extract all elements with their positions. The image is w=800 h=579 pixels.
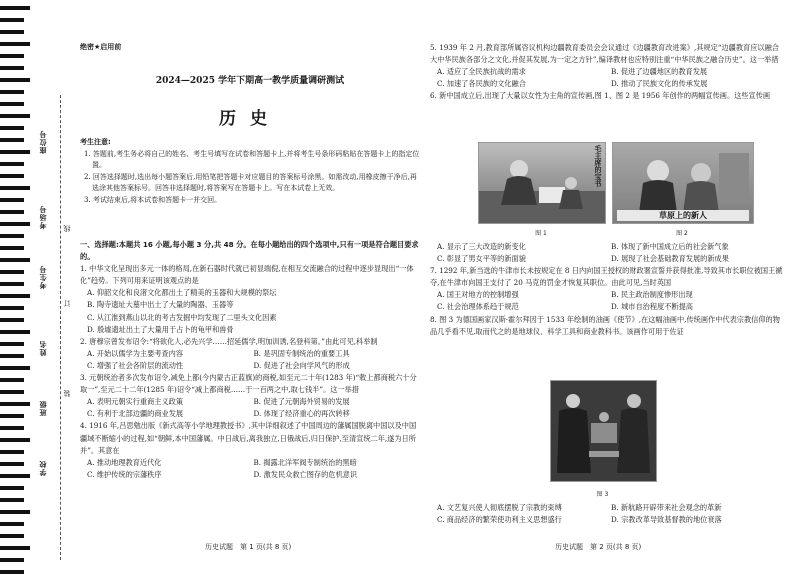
question-8: 8. 图 3 为德国画家汉斯·霍尔拜因于 1533 年绘制的油画《使节》,在这幅油画中,传统画作中代表宗教信仰的物品几乎看不见,取而代之的是地球仪、科学工具和商业教科书。该画作可用于佐证 <box>430 314 780 336</box>
q8-options-wrap <box>430 502 785 526</box>
option: A. 显示了三大改造的新变化 <box>437 242 526 251</box>
figure-3-painting <box>550 380 657 482</box>
stripe-bar <box>0 234 24 238</box>
option: B. 揭露北洋军阀专制统治的黑暗 <box>253 457 357 467</box>
stripe-bar <box>0 366 30 370</box>
stripe-bar <box>0 510 30 514</box>
option: D. 展现了社会基础教育发展的新成果 <box>611 254 729 264</box>
question-stem: 2. 唐穆宗曾发布诏令:“将欲化人,必先兴学……招延儒学,明加训诱,名登科第。”由此可见,科举制 <box>80 336 378 346</box>
stripe-bar <box>0 174 24 178</box>
question-stem: 6. 新中国成立后,出现了大量以女性为主角的宣传画,图 1、图 2 是 1956 年创作的两幅宣传画。这些宣传画 <box>430 91 771 101</box>
question-stem: 3. 元朝统治者多次发布诏令,减免上都(今内蒙古正蓝旗)的商税,如至元二十年(1283 年)“敕上都商税六十分取一”,至元二十二年(1285 年)诏令“减上都商税……于一百两之中,取七钱半”。这一举措 <box>80 373 417 395</box>
binding-stripes <box>0 0 34 579</box>
exam-title: 2024—2025 学年下期高一教学质量调研测试 <box>155 76 345 86</box>
stripe-bar <box>0 198 24 202</box>
q8-options <box>430 502 785 526</box>
stripe-bar <box>0 150 30 154</box>
question-options <box>80 287 420 335</box>
option: B. 新航路开辟带来社会观念的革新 <box>611 503 722 512</box>
option: C. 从江淮到燕山以北的考古发掘中均发现了二里头文化因素 <box>87 312 277 322</box>
option: A. 适应了全民族抗战的需求 <box>437 67 526 77</box>
question-options <box>80 457 420 481</box>
option: D. 体现了经济重心的再次转移 <box>253 409 350 419</box>
stripe-bar <box>0 6 30 10</box>
stripe-bar <box>0 162 24 166</box>
stripe-bar <box>0 306 24 310</box>
option: C. 社会治理体系趋于规范 <box>437 302 519 312</box>
option: A. 表明元朝实行重商主义政策 <box>87 397 184 407</box>
question-stem: 4. 1916 年,吕思勉出版《新式高等小学地理教授书》,其中详细叙述了中国周边的藩属国脱离中国以及中国疆域不断缩小的过程,如“朝鲜,本中国藩属。中日战后,离我独立,日俄战后,归日保护,至清宣统二年,遂为日所并”。其意在 <box>80 421 417 455</box>
option: B. 是巩固专制统治的重要工具 <box>253 348 350 358</box>
stripe-bar <box>0 558 24 562</box>
stripe-bar <box>0 318 24 322</box>
stripe-bar <box>0 474 30 478</box>
option: D. 宗教改革导致基督教的地位衰落 <box>611 515 722 525</box>
question-options <box>80 396 420 420</box>
option: B. 促进了边疆地区的教育发展 <box>611 67 708 77</box>
side-label: 座位号 <box>39 130 47 154</box>
side-label: 学校 <box>39 460 47 476</box>
option: C. 加速了各民族的文化融合 <box>437 79 526 89</box>
stripe-bar <box>0 330 30 334</box>
option: C. 增强了社会各阶层的流动性 <box>87 360 184 370</box>
side-label: 姓名 <box>39 340 47 356</box>
stripe-bar <box>0 126 24 130</box>
stripe-bar <box>0 378 24 382</box>
cut-line-mark: 订 <box>63 300 71 307</box>
notice-item: 3. 考试结束后,将本试卷和答题卡一并交回。 <box>84 195 222 204</box>
stripe-bar <box>0 90 24 94</box>
figure-2-poster <box>612 142 754 224</box>
option: A. 国王对地方的控制增强 <box>437 290 519 300</box>
stripe-bar <box>0 570 24 574</box>
option: D. 激发民众救亡图存的危机意识 <box>253 469 358 479</box>
side-label: 班级 <box>39 400 47 416</box>
stripe-bar <box>0 246 24 250</box>
question-stem: 1. 中华文化呈现出多元一体的格局,在新石器时代就已初显端倪,在相互交流融合的过程中逐步显现出“一体化”趋势。下列可用来证明该观点的是 <box>80 264 414 286</box>
cut-line <box>60 95 61 560</box>
stripe-bar <box>0 534 24 538</box>
subject-title: 历史 <box>219 109 281 129</box>
option: D. 促进了社会向学风气的形成 <box>253 360 350 370</box>
stripe-bar <box>0 78 30 82</box>
stripe-bar <box>0 114 30 118</box>
figure-1-caption: 图 1 <box>535 230 547 237</box>
stripe-bar <box>0 42 30 46</box>
side-label: 考生号 <box>39 265 47 289</box>
stripe-bar <box>0 102 24 106</box>
stripe-bar <box>0 462 24 466</box>
option: C. 有利于北部边疆的商业发展 <box>87 409 184 419</box>
left-column <box>80 239 420 481</box>
option: A. 开始以儒学为主要考查内容 <box>87 348 184 358</box>
question-options <box>430 66 785 90</box>
stripe-bar <box>0 426 24 430</box>
notice-item: 2. 回答选择题时,选出每小题答案后,用铅笔把答题卡对应题目的答案标号涂黑。如需改动,用橡皮擦干净后,再选涂其他答案标号。回答非选择题时,将答案写在答题卡上。写在本试卷上无效。 <box>84 172 417 193</box>
stripe-bar <box>0 438 30 442</box>
stripe-bar <box>0 282 24 286</box>
q7-options <box>430 289 785 313</box>
stripe-bar <box>0 486 24 490</box>
option: A. 推动地理教育近代化 <box>87 457 162 467</box>
option: D. 推动了民族文化的传承发展 <box>611 79 708 89</box>
notice-item: 1. 答题前,考生务必将自己的姓名、考生号填写在试卷和答题卡上,并将考生号条形码粘贴在答题卡上的指定位置。 <box>84 149 420 170</box>
stripe-bar <box>0 270 24 274</box>
stripe-bar <box>0 258 30 262</box>
stripe-bar <box>0 54 24 58</box>
figure-2-text: 草原上的新人 <box>617 210 749 221</box>
option: A. 仰韶文化和良渚文化都出土了精美的玉器和大规模的祭坛 <box>87 288 277 298</box>
figure-2-caption: 图 2 <box>676 230 688 237</box>
stripe-bar <box>0 414 24 418</box>
stripe-bar <box>0 18 24 22</box>
stripe-bar <box>0 402 30 406</box>
stripe-bar <box>0 138 24 142</box>
exam-notice <box>80 137 420 207</box>
question-stem: 5. 1939 年 2 月,教育部所属咨议机构边疆教育委员会会议通过《边疆教育改进案》,其规定“边疆教育应以融合大中华民族各部分之文化,并促其发展,为一定之方针”,编译教材也应特别注重“中华民族之融合历史”。这一举措 <box>430 43 779 65</box>
option: C. 商品经济的繁荣使功利主义思想盛行 <box>437 515 562 525</box>
figure-1-text: 毛主席的宝书 <box>594 145 603 187</box>
side-label: 考场号 <box>39 205 47 229</box>
stripe-bar <box>0 186 30 190</box>
question-options <box>80 348 420 372</box>
option: B. 体现了新中国成立后的社会新气象 <box>611 242 729 251</box>
option: C. 维护传统的宗藩秩序 <box>87 469 162 479</box>
option: B. 陶寺遗址大墓中出土了大量的陶器、玉器等 <box>87 300 234 310</box>
stripe-bar <box>0 546 30 550</box>
option: C. 彰显了男女平等的新面貌 <box>437 254 526 264</box>
stripe-bar <box>0 450 24 454</box>
stripe-bar <box>0 30 24 34</box>
stripe-bar <box>0 498 24 502</box>
q6-options <box>430 241 785 265</box>
stripe-bar <box>0 294 30 298</box>
stripe-bar <box>0 66 24 70</box>
cut-line-mark: 线 <box>63 225 71 232</box>
right-column-lower <box>430 241 785 338</box>
figure-1-poster <box>478 142 606 224</box>
question-7: 7. 1292 年,新当选的牛津市长未按规定在 8 日内向国王授权的财政署宣誓并获得批准,导致其市长职位被国王褫夺,在牛津市向国王支付了 20 马克的罚金才恢复其职位。由此可见,当时英国 <box>430 266 783 288</box>
footer-right: 历史试题 第 2 页(共 8 页) <box>555 543 642 551</box>
secret-mark: 绝密★启用前 <box>80 43 122 51</box>
stripe-bar <box>0 342 24 346</box>
stripe-bar <box>0 222 30 226</box>
option: B. 促进了元朝海外贸易的发展 <box>253 397 350 407</box>
cut-line-mark: 装 <box>63 390 71 397</box>
stripe-bar <box>0 390 24 394</box>
notice-heading: 考生注意: <box>80 138 111 146</box>
figure-3-caption: 图 3 <box>596 491 609 498</box>
section-heading: 一、选择题:本题共 16 小题,每小题 3 分,共 48 分。在每小题给出的四个选项中,只有一项是符合题目要求的。 <box>80 240 419 262</box>
option: B. 民主政治制度惨形出现 <box>611 290 693 300</box>
option: A. 文艺复兴使人彻底摆脱了宗教的束缚 <box>437 503 562 512</box>
right-column <box>430 42 785 102</box>
option: D. 城市自治程度不断提高 <box>611 302 693 312</box>
stripe-bar <box>0 522 24 526</box>
option: D. 殷墟遗址出土了大量用于占卜的龟甲和兽骨 <box>87 324 234 334</box>
footer-left: 历史试题 第 1 页(共 8 页) <box>205 543 292 551</box>
stripe-bar <box>0 210 24 214</box>
stripe-bar <box>0 354 24 358</box>
